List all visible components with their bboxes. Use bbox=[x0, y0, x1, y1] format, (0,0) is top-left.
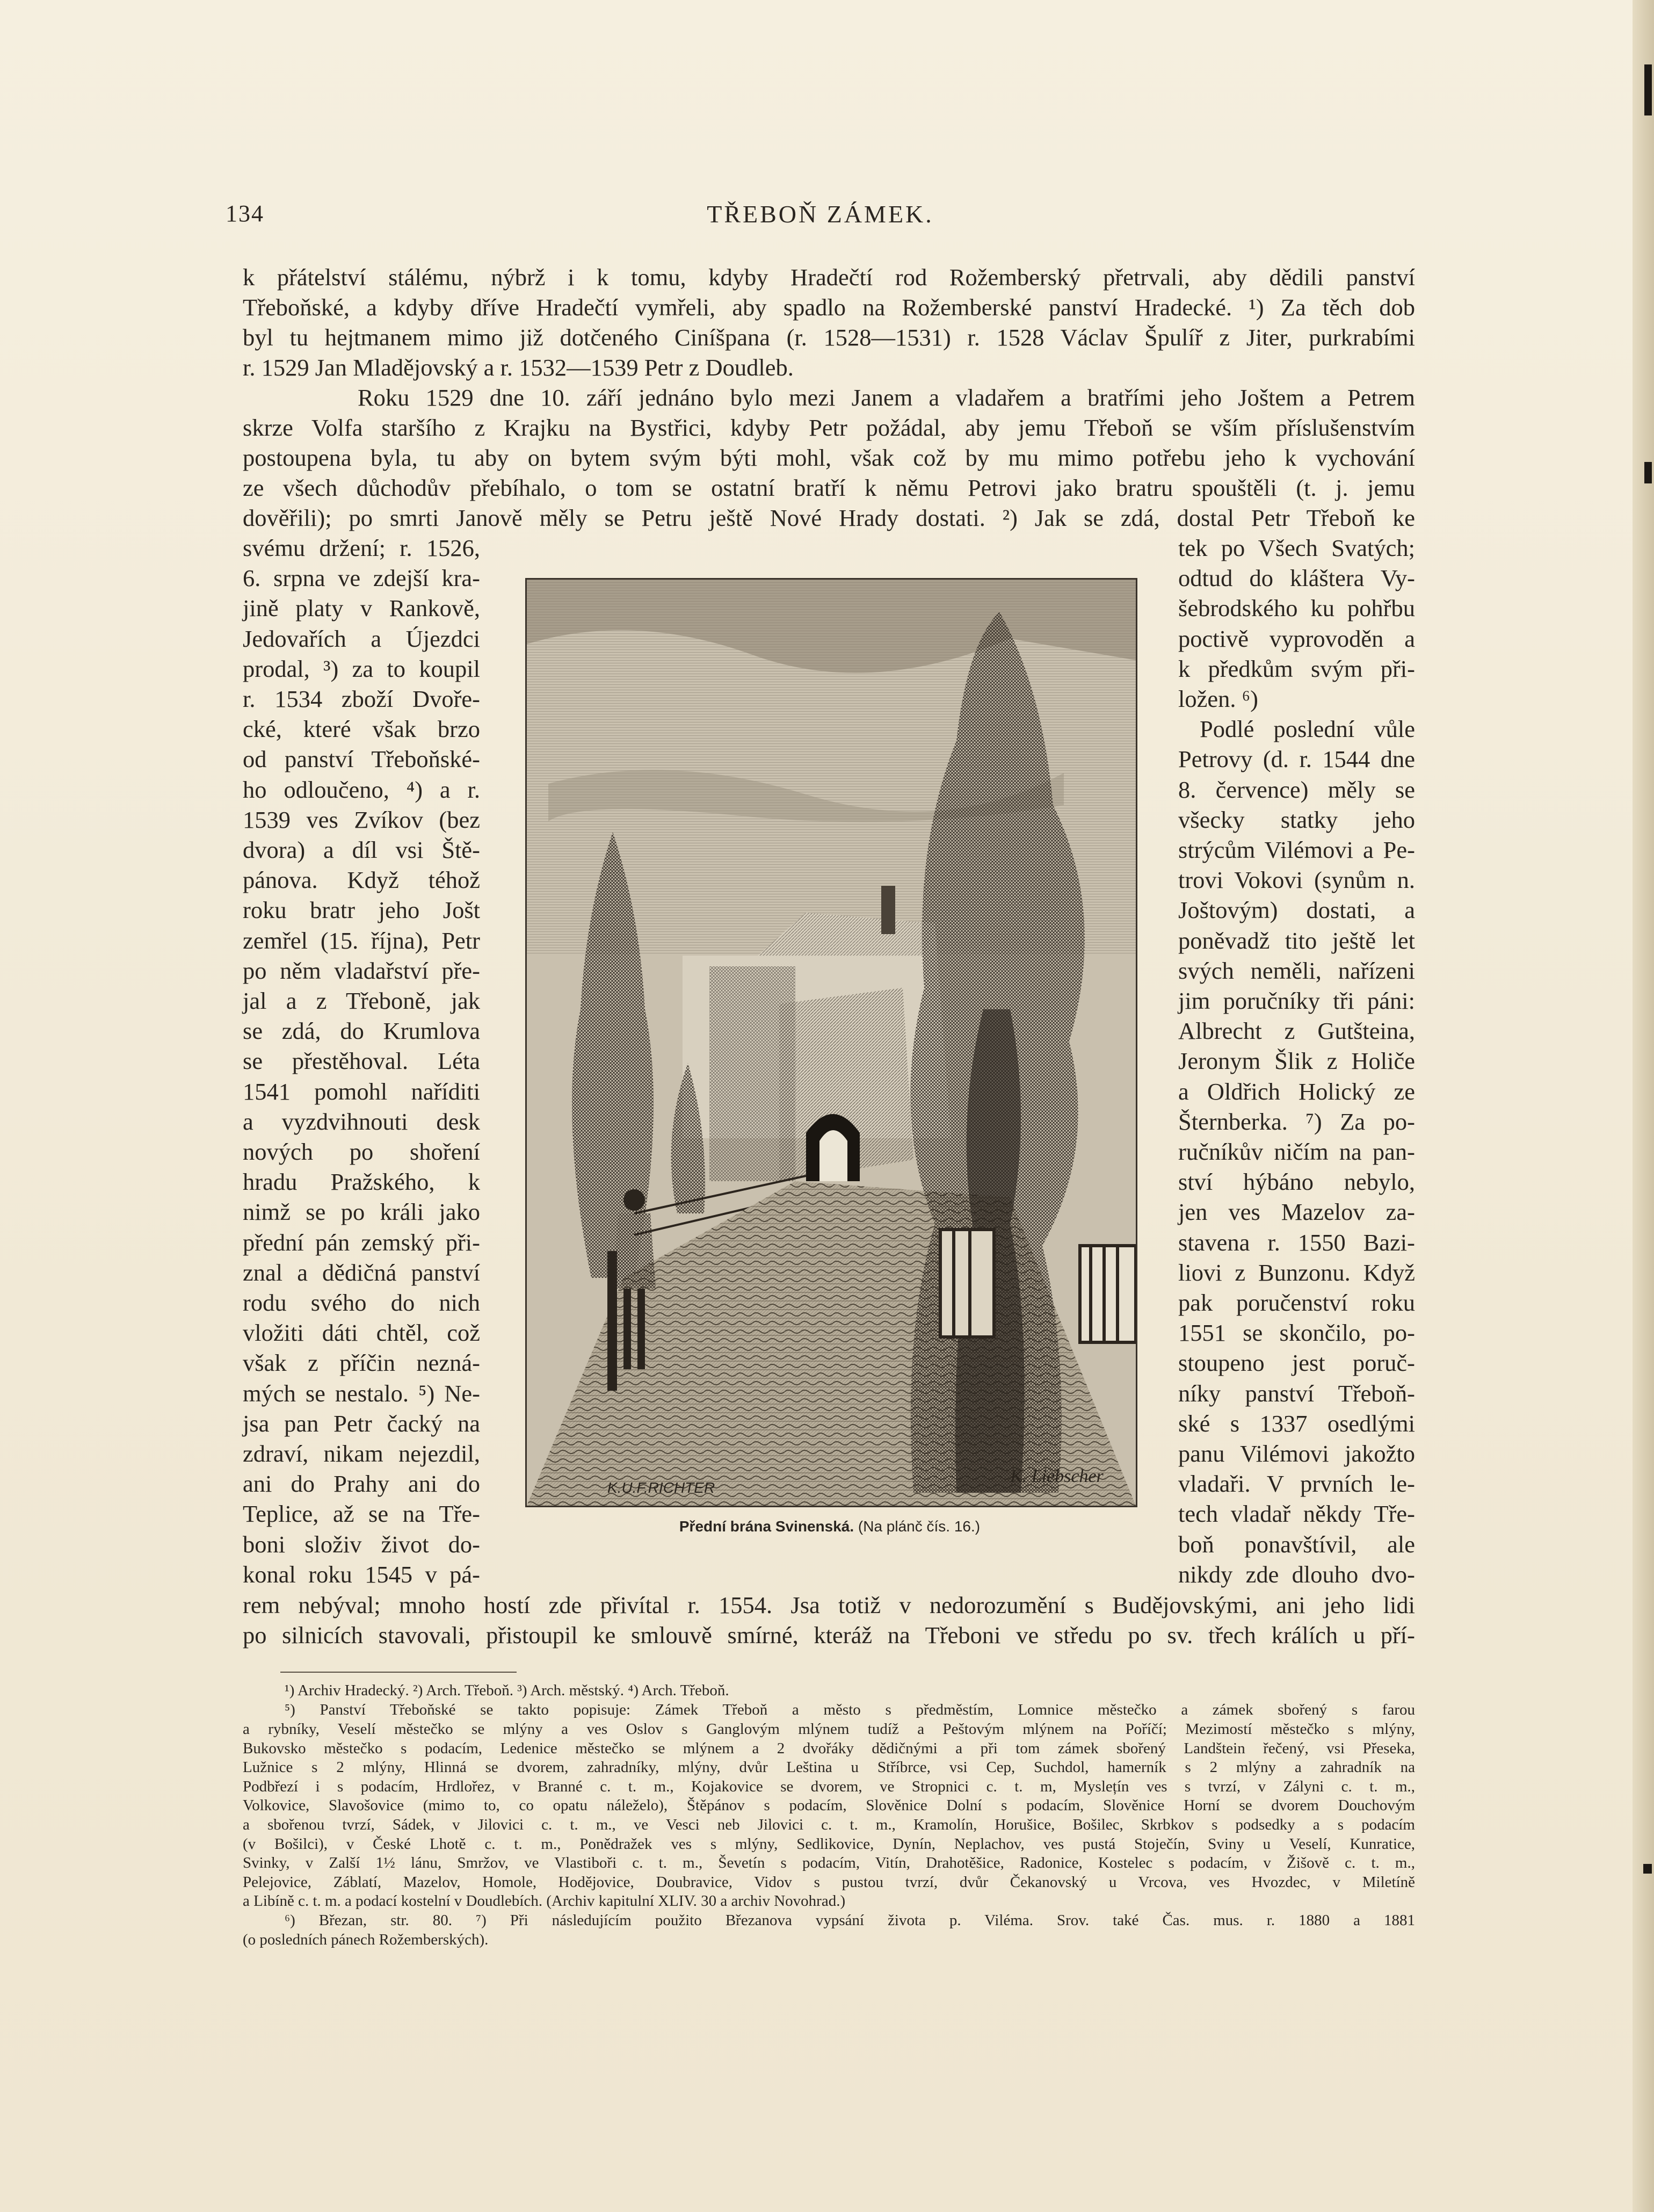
left-column-line: ho odloučeno, ⁴) a r. bbox=[243, 776, 480, 803]
left-column-line: prodal, ³) za to koupil bbox=[243, 655, 480, 682]
left-column-line: a vyzdvihnouti desk bbox=[243, 1108, 480, 1135]
footnote-line: (o posledních pánech Rožemberských). bbox=[243, 1931, 489, 1948]
right-column-line: Podlé poslední vůle bbox=[1200, 715, 1415, 743]
right-column-line: pak poručenství roku bbox=[1178, 1289, 1415, 1316]
footnote-line: ⁵) Panství Třeboňské se takto popisuje: Zámek Třeboň a město s předměstím, Lomnice městečko a zámek sbořený s farou bbox=[285, 1701, 1415, 1718]
left-column-line: svému držení; r. 1526, bbox=[243, 534, 480, 561]
artist-signature-right: K. Liebscher bbox=[1010, 1466, 1104, 1486]
right-column-line: Albrecht z Gutšteina, bbox=[1178, 1017, 1415, 1045]
right-column-line: stavena r. 1550 Bazi- bbox=[1178, 1228, 1415, 1256]
right-column-line: 1551 se skončilo, po- bbox=[1178, 1319, 1415, 1347]
left-column-line: Jedovařích a Újezdci bbox=[243, 625, 480, 652]
footnote-rule bbox=[280, 1672, 517, 1673]
text-line: postoupena byla, tu aby on bytem svým býti mohl, však což by mu mimo potřebu jeho k vychování bbox=[243, 444, 1415, 471]
right-column-line: ské s 1337 osedlými bbox=[1178, 1409, 1415, 1437]
right-column-line: nikdy zde dlouho dvo- bbox=[1178, 1560, 1415, 1588]
text-line: skrze Volfa staršího z Krajku na Bystřici, kdyby Petr požádal, aby jemu Třeboň se vším příslušenstvím bbox=[243, 414, 1415, 441]
footnote-line: a sbořenou tvrzí, Sádek, v Jilovici c. t. m., ve Vesci neb Jilovici c. t. m., Kramolín, Horušice, Bošilec, Skrbkov s podsedky a s podacím bbox=[243, 1816, 1415, 1833]
left-column-line: jal a z Třeboně, jak bbox=[243, 987, 480, 1014]
right-column-line: tek po Všech Svatých; bbox=[1178, 534, 1415, 561]
left-column-line: zemřel (15. října), Petr bbox=[243, 927, 480, 954]
footnote-line: (v Bošilci), v České Lhotě c. t. m., Ponědražek ves s mlýny, Sedlikovice, Dynín, Neplachov, ves pustá Stoječín, Sviny u Veselí, Kunratice, bbox=[243, 1835, 1415, 1853]
text-line: dověřili); po smrti Janově měly se Petru ještě Nové Hrady dostati. ²) Jak se zdá, dostal Petr Třeboň ke bbox=[243, 504, 1415, 531]
right-column-line: ložen. ⁶) bbox=[1178, 685, 1258, 712]
left-column-line: po něm vladařství pře- bbox=[243, 957, 480, 984]
left-column-line: se přestěhoval. Léta bbox=[243, 1047, 480, 1075]
left-column-line: konal roku 1545 v pá- bbox=[243, 1560, 480, 1588]
left-column-line: jsa pan Petr čacký na bbox=[243, 1409, 480, 1437]
left-column-line: dvora) a díl vsi Ště- bbox=[243, 836, 480, 863]
right-column-line: Petrovy (d. r. 1544 dne bbox=[1178, 746, 1415, 773]
text-line: Třeboňské, a kdyby dříve Hradečtí vymřeli, aby spadlo na Rožemberské panství Hradecké. ¹) Za těch dob bbox=[243, 294, 1415, 321]
text-line: k přátelství stálému, nýbrž i k tomu, kdyby Hradečtí rod Rožemberský přetrvali, aby dědili panství bbox=[243, 264, 1415, 291]
right-column-line: všecky statky jeho bbox=[1178, 806, 1415, 833]
left-column-line: rodu svého do nich bbox=[243, 1289, 480, 1316]
text-line: ze všech důchodův přebíhalo, o tom se ostatní bratří k němu Petrovi jako bratru spouštěli (t. j. jemu bbox=[243, 474, 1415, 501]
caption-note: (Na plánč čís. 16.) bbox=[858, 1518, 981, 1535]
left-column-line: r. 1534 zboží Dvoře- bbox=[243, 685, 480, 712]
scan-edge-mark bbox=[1643, 1864, 1652, 1874]
right-column-line: poctivě vyprovoděn a bbox=[1178, 625, 1415, 652]
left-column-line: 1541 pomohl naříditi bbox=[243, 1078, 480, 1105]
right-column-line: ručníkův ničím na pan- bbox=[1178, 1138, 1415, 1165]
text-line: po silnicích stavovali, přistoupil ke smlouvě smírné, kteráž na Třeboni ve středu po sv. třech králích u pří- bbox=[243, 1622, 1415, 1649]
left-column-line: boni složiv život do- bbox=[243, 1530, 480, 1558]
footnote-line: Pelejovice, Záblatí, Mazelov, Homole, Hodějovice, Doubravice, Vidov s pustou tvrzí, dvůr Čekanovský u Vrcova, ves Hvozdec, v Miletíně bbox=[243, 1873, 1415, 1891]
right-column-line: jen ves Mazelov za- bbox=[1178, 1198, 1415, 1226]
footnote-line: Lužnice s 2 mlýny, Hlinná se dvorem, zahradníky, mlýny, dvůr Leština u Stříbrce, vsi Cep, Suchdol, hamerník s 2 mlýny a zahradník na bbox=[243, 1759, 1415, 1776]
page-number: 134 bbox=[226, 200, 264, 227]
left-column-line: se zdá, do Krumlova bbox=[243, 1017, 480, 1045]
right-column-line: ství hýbáno nebylo, bbox=[1178, 1168, 1415, 1196]
text-line: byl tu hejtmanem mimo již dotčeného Ciníšpana (r. 1528—1531) r. 1528 Václav Špulíř z Jiter, purkrabími bbox=[243, 324, 1415, 351]
paragraph-first-line: Roku 1529 dne 10. září jednáno bylo mezi Janem a vladařem a bratřími jeho Joštem a Petrem bbox=[358, 384, 1415, 411]
right-column-line: vladaři. V prvních le- bbox=[1178, 1470, 1415, 1498]
footnote-line: a Libíně c. t. m. a podací kostelní v Doudlebích. (Archiv kapitulní XLIV. 30 a archiv Novohrad.) bbox=[243, 1892, 846, 1910]
left-column-line: nových po shoření bbox=[243, 1138, 480, 1165]
right-column-line: k předkům svým při- bbox=[1178, 655, 1415, 682]
figure-caption bbox=[525, 1518, 1134, 1535]
text-line: rem nebýval; mnoho hostí zde přivítal r. 1554. Jsa totiž v nedorozumění s Budějovskými, ani jeho lidi bbox=[243, 1592, 1415, 1618]
right-column-line: svých neměli, nařízeni bbox=[1178, 957, 1415, 984]
footnote-line: Svinky, v Zalší 1½ lánu, Smržov, ve Vlastiboři c. t. m., Ševetín s podacím, Vitín, Drahotěšice, Radonice, Kostelec s podacím, v Žišově c. t. m., bbox=[243, 1854, 1415, 1872]
left-column-line: mých se nestalo. ⁵) Ne- bbox=[243, 1379, 480, 1407]
left-column-line: od panství Třeboňské- bbox=[243, 746, 480, 773]
right-column-line: boň ponavštívil, ale bbox=[1178, 1530, 1415, 1558]
right-column-line: Šternberka. ⁷) Za po- bbox=[1178, 1108, 1415, 1135]
footnote-line: ¹) Archiv Hradecký. ²) Arch. Třeboň. ³) Arch. městský. ⁴) Arch. Třeboň. bbox=[285, 1682, 729, 1699]
right-column-line: poněvadž tito ještě let bbox=[1178, 927, 1415, 954]
left-column-line: Teplice, až se na Tře- bbox=[243, 1500, 480, 1528]
text-line: r. 1529 Jan Mladějovský a r. 1532—1539 Petr z Doudleb. bbox=[243, 354, 794, 381]
left-column-line: jině platy v Rankově, bbox=[243, 595, 480, 622]
right-column-line: liovi z Bunzonu. Když bbox=[1178, 1259, 1415, 1286]
page-header bbox=[226, 200, 1415, 237]
right-column-line: níky panství Třeboň- bbox=[1178, 1379, 1415, 1407]
left-column-line: cké, které však brzo bbox=[243, 715, 480, 743]
right-column-line: Joštovým) dostati, a bbox=[1178, 897, 1415, 924]
left-column-line: ani do Prahy ani do bbox=[243, 1470, 480, 1498]
left-column-line: vložiti dáti chtěl, což bbox=[243, 1319, 480, 1347]
left-column-line: pánova. Když téhož bbox=[243, 866, 480, 894]
left-column-line: 6. srpna ve zdejší kra- bbox=[243, 565, 480, 592]
left-column-line: však z příčin nezná- bbox=[243, 1349, 480, 1377]
engraver-signature-left: K.U.F.RICHTER bbox=[607, 1479, 715, 1496]
scan-edge-mark bbox=[1644, 462, 1652, 483]
left-column-line: hradu Pražského, k bbox=[243, 1168, 480, 1196]
left-column-line: znal a dědičná panství bbox=[243, 1259, 480, 1286]
gate-engraving bbox=[527, 580, 1136, 1506]
right-column-line: stoupeno jest poruč- bbox=[1178, 1349, 1415, 1377]
footnote-line: Podbřezí i s podacím, Hrdlořez, v Branné c. t. m., Kojakovice se dvorem, ve Stropnici c. t. m, Myslețín ves s tvrzí, v Zályni c. t. m., bbox=[243, 1777, 1415, 1795]
right-column-line: šebrodského ku pohřbu bbox=[1178, 595, 1415, 622]
right-column-line: trovi Vokovi (synům n. bbox=[1178, 866, 1415, 894]
right-column-line: Jeronym Šlik z Holiče bbox=[1178, 1047, 1415, 1075]
right-column-line: a Oldřich Holický ze bbox=[1178, 1078, 1415, 1105]
left-column-line: roku bratr jeho Jošt bbox=[243, 897, 480, 924]
right-column-line: panu Vilémovi jakožto bbox=[1178, 1440, 1415, 1467]
right-column-line: tech vladař někdy Tře- bbox=[1178, 1500, 1415, 1528]
footnote-line: ⁶) Březan, str. 80. ⁷) Při následujícím použito Březanova vypsání života p. Viléma. Srov. také Čas. mus. r. 1880 a 1881 bbox=[285, 1912, 1415, 1929]
right-column-line: jim poručníky tři páni: bbox=[1178, 987, 1415, 1014]
footnote-line: Volkovice, Slavošovice (mimo to, co opatu náleželo), Štěpánov s podacím, Slověnice Dolní s podacím, Slověnice Horní se dvorem Douchovým bbox=[243, 1797, 1415, 1815]
left-column-line: nimž se po králi jako bbox=[243, 1198, 480, 1226]
right-column-line: odtud do kláštera Vy- bbox=[1178, 565, 1415, 592]
left-column-line: zdraví, nikam nejezdil, bbox=[243, 1440, 480, 1467]
running-title: TŘEBOŇ ZÁMEK. bbox=[707, 200, 934, 228]
left-column-line: 1539 ves Zvíkov (bez bbox=[243, 806, 480, 833]
engraving-illustration bbox=[525, 578, 1137, 1507]
right-column-line: strýcům Vilémovi a Pe- bbox=[1178, 836, 1415, 863]
left-column-line: přední pán zemský při- bbox=[243, 1228, 480, 1256]
footnote-line: Bukovsko městečko s podacím, Ledenice městečko se mlýnem a 2 dvořáky dědičnými a při tom zámek sbořený Landštein řečený, vsi Přeseka, bbox=[243, 1739, 1415, 1757]
scan-edge-mark bbox=[1644, 64, 1652, 115]
right-column-line: 8. července) měly se bbox=[1178, 776, 1415, 803]
caption-title: Přední brána Svinenská. bbox=[679, 1518, 854, 1535]
scan-right-edge bbox=[1633, 0, 1654, 2212]
footnote-line: a rybníky, Veselí městečko se mlýny a ves Oslov s Ganglovým mlýnem tudíž a Peštovým mlýnem na Poříčí; Mezimostí městečko s mlýny, bbox=[243, 1721, 1415, 1738]
